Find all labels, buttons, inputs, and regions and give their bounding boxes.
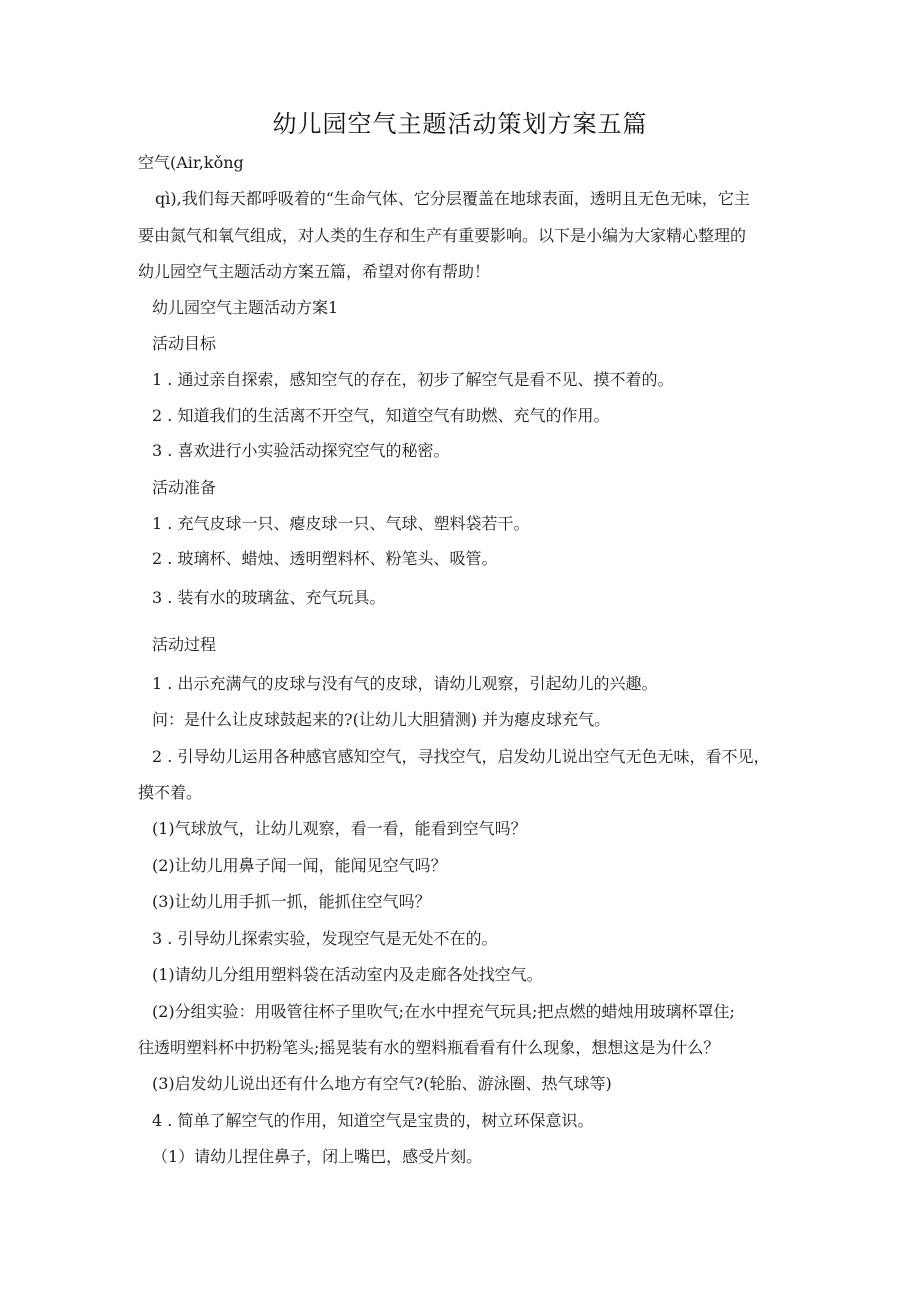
process-substep: (1)请幼儿分组用塑料袋在活动室内及走廊各处找空气。 <box>152 965 543 984</box>
prep-item: 3 . 装有水的玻璃盆、充气玩具。 <box>152 588 386 607</box>
prep-heading: 活动准备 <box>152 478 217 497</box>
intro-line-2: qì),我们每天都呼吸着的“生命气体、它分层覆盖在地球表面，透明且无色无味，它主 <box>155 189 750 208</box>
goal-item: 2 . 知道我们的生活离不开空气，知道空气有助燃、充气的作用。 <box>152 406 610 425</box>
process-substep: (1)气球放气，让幼儿观察，看一看，能看到空气吗？ <box>152 819 527 838</box>
intro-line-3: 要由氮气和氧气组成，对人类的生存和生产有重要影响。以下是小编为大家精心整理的 <box>138 226 747 245</box>
prep-item: 2 . 玻璃杯、蜡烛、透明塑料杯、粉笔头、吸管。 <box>152 549 498 568</box>
goal-item: 3 . 喜欢进行小实验活动探究空气的秘密。 <box>152 441 450 460</box>
intro-line-1: 空气(Air,kǒng <box>138 153 244 172</box>
goals-heading: 活动目标 <box>152 334 217 353</box>
process-substep-cont: 往透明塑料杯中扔粉笔头;摇晃装有水的塑料瓶看看有什么现象，想想这是为什么？ <box>138 1038 720 1057</box>
prep-item: 1 . 充气皮球一只、瘪皮球一只、气球、塑料袋若干。 <box>152 514 530 533</box>
process-substep: (2)分组实验：用吸管往杯子里吹气;在水中捏充气玩具;把点燃的蜡烛用玻璃杯罩住; <box>152 1002 735 1021</box>
process-substep: (2)让幼儿用鼻子闻一闻，能闻见空气吗？ <box>152 856 447 875</box>
process-substep: （1）请幼儿捏住鼻子，闭上嘴巴，感受片刻。 <box>152 1147 483 1166</box>
process-step-1: 1 . 出示充满气的皮球与没有气的皮球，请幼儿观察，引起幼儿的兴趣。 <box>152 674 658 693</box>
process-step-4: 4 . 简单了解空气的作用，知道空气是宝贵的，树立环保意识。 <box>152 1111 594 1130</box>
document-title: 幼儿园空气主题活动策划方案五篇 <box>272 110 648 138</box>
process-heading: 活动过程 <box>152 635 217 654</box>
process-question: 问：是什么让皮球鼓起来的?(让幼儿大胆猜测) 并为瘪皮球充气。 <box>152 710 611 729</box>
goal-item: 1 . 通过亲自探索，感知空气的存在，初步了解空气是看不见、摸不着的。 <box>152 370 674 389</box>
section-heading: 幼儿园空气主题活动方案1 <box>152 298 339 317</box>
process-step-3: 3 . 引导幼儿探索实验，发现空气是无处不在的。 <box>152 929 498 948</box>
process-step-2-cont: 摸不着。 <box>138 783 203 802</box>
process-substep: (3)启发幼儿说出还有什么地方有空气?(轮胎、游泳圈、热气球等) <box>152 1074 612 1093</box>
process-substep: (3)让幼儿用手抓一抓，能抓住空气吗？ <box>152 892 431 911</box>
intro-line-4: 幼儿园空气主题活动方案五篇，希望对你有帮助！ <box>138 262 491 281</box>
process-step-2: 2 . 引导幼儿运用各种感官感知空气，寻找空气，启发幼儿说出空气无色无味，看不见， <box>152 747 770 766</box>
